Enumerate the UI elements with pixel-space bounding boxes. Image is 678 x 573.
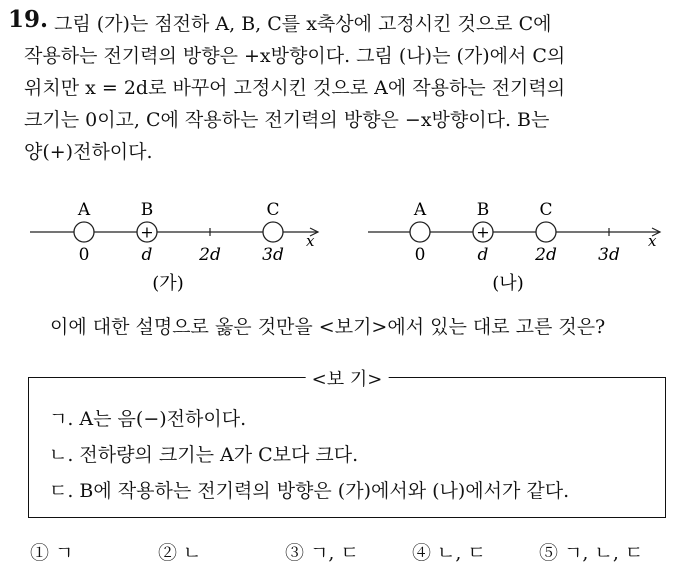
tick-label: 0 [78,245,90,265]
bogi-box [28,369,666,518]
bogi-item-nieun: ㄴ. 전하량의 크기는 A가 C보다 크다. [49,444,359,466]
axis-label: x [648,232,657,250]
question-prompt: 이에 대한 설명으로 옳은 것만을 <보기>에서 있는 대로 고른 것은? [50,316,606,338]
choice-2[interactable]: ② ㄴ [158,542,202,564]
tick-label: 2d [535,245,557,265]
choice-5[interactable]: ⑤ ㄱ, ㄴ, ㄷ [539,542,644,564]
axis-label: x [306,232,315,250]
question-line-3: 위치만 x = 2d로 바꾸어 고정시킨 것으로 A에 작용하는 전기력의 [24,77,566,99]
bogi-item-giyeok: ㄱ. A는 음(−)전하이다. [49,408,247,430]
figure-na [368,200,660,294]
figure-caption: (가) [152,273,184,294]
tick-label: 3d [262,245,284,265]
charge-sign: + [140,222,154,242]
charge-sign: + [476,222,490,242]
charge-label: B [140,200,154,220]
tick-label: 3d [598,245,620,265]
tick-label: d [477,245,489,265]
tick-label: 0 [414,245,426,265]
charge-label: B [476,200,490,220]
charge-c [263,222,283,242]
question-line-4: 크기는 0이고, C에 작용하는 전기력의 방향은 −x방향이다. B는 [24,109,550,131]
choice-1[interactable]: ① ㄱ [30,542,74,564]
charge-a [410,222,430,242]
charge-label: A [413,200,427,220]
question-number: 19. [8,6,49,33]
tick-label: 2d [199,245,221,265]
charge-a [74,222,94,242]
choice-4[interactable]: ④ ㄴ, ㄷ [412,542,486,564]
bogi-title: <보 기> [306,365,389,391]
choice-3[interactable]: ③ ㄱ, ㄷ [285,542,359,564]
figure-caption: (나) [492,273,524,294]
charge-label: C [539,200,553,220]
figure-ga [30,200,318,294]
question-line-5: 양(+)전하이다. [24,141,153,163]
charge-diagrams [0,190,678,300]
question-line-1: 그림 (가)는 점전하 A, B, C를 x축상에 고정시킨 것으로 C에 [54,13,552,35]
question-line-2: 작용하는 전기력의 방향은 +x방향이다. 그림 (나)는 (가)에서 C의 [24,45,566,67]
charge-label: C [266,200,280,220]
bogi-item-digeut: ㄷ. B에 작용하는 전기력의 방향은 (가)에서와 (나)에서가 같다. [49,480,570,502]
charge-c [536,222,556,242]
charge-label: A [77,200,91,220]
tick-label: d [141,245,153,265]
